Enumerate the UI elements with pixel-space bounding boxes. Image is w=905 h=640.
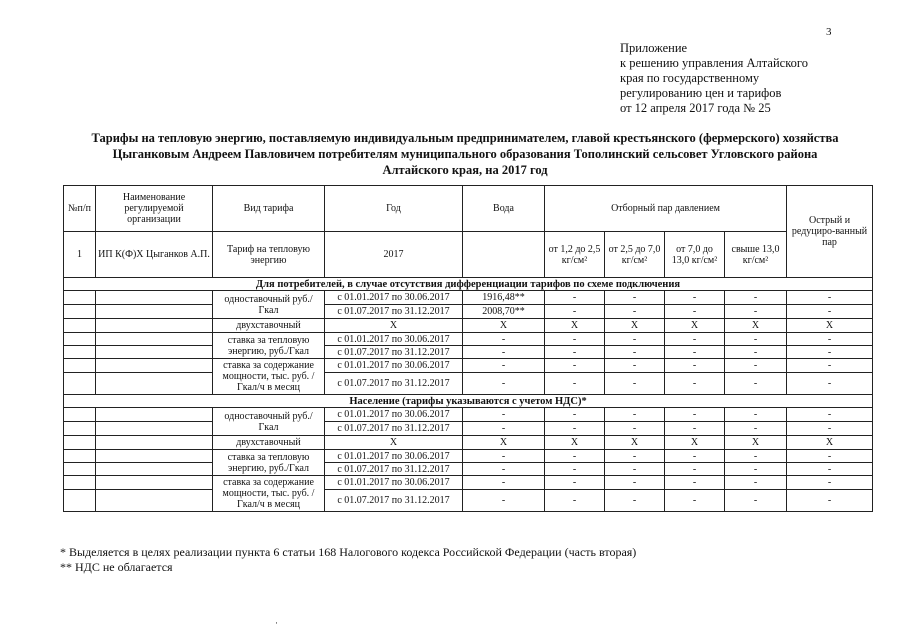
table-cell [64,476,96,490]
appendix-line: к решению управления Алтайского [620,56,808,70]
appendix-line: регулированию цен и тарифов [620,86,782,100]
table-cell: - [787,450,873,463]
table-cell: - [463,490,545,512]
table-cell: X [463,319,545,333]
table-row [64,422,873,436]
table-cell: - [665,490,725,512]
document-title [60,130,870,178]
table-row [64,373,873,395]
table-cell [64,408,96,422]
table-cell: с 01.07.2017 по 31.12.2017 [325,422,463,436]
table-cell [64,422,96,436]
table-cell: X [787,319,873,333]
label-rate-energy: ставка за тепловую энергию, руб./Гкал [213,450,325,476]
org-tariff-type: Тариф на тепловую энергию [213,232,325,278]
header-year: Год [325,186,463,232]
title-line: Алтайского края, на 2017 год [382,163,548,177]
org-num: 1 [64,232,96,278]
table-cell: - [665,333,725,346]
table-cell [64,463,96,476]
table-cell: с 01.07.2017 по 31.12.2017 [325,373,463,395]
table-cell: X [725,319,787,333]
table-cell: - [463,450,545,463]
table-cell: - [725,373,787,395]
table-cell: - [665,305,725,319]
table-cell: X [605,436,665,450]
table-row [64,408,873,422]
table-cell [96,422,213,436]
header-tariff-type: Вид тарифа [213,186,325,232]
table-cell: - [545,476,605,490]
table-cell: - [463,346,545,359]
table-cell: - [725,422,787,436]
table-cell [64,305,96,319]
table-cell: - [787,333,873,346]
table-cell: - [463,333,545,346]
table-cell: - [463,408,545,422]
header-pressure-2: от 2,5 до 7,0 кг/см² [605,232,665,278]
table-cell: - [665,346,725,359]
table-cell [64,291,96,305]
header-sharp-steam: Острый и редуциро-ванный пар [787,186,873,278]
table-cell [96,476,213,490]
table-cell: с 01.01.2017 по 30.06.2017 [325,450,463,463]
table-cell [64,319,96,333]
period-h2: с 01.07.2017 по 31.12.2017 [325,305,463,319]
table-cell: - [725,450,787,463]
section-consumers: Для потребителей, в случае отсутствия дифференциации тарифов по схеме подключения [64,278,873,291]
label-one-part: одноставочный руб./Гкал [213,291,325,319]
table-cell: - [605,333,665,346]
table-cell: X [545,319,605,333]
table-cell [64,490,96,512]
table-row [64,436,873,450]
label-two-part: двухставочный [213,436,325,450]
table-cell: - [665,408,725,422]
table-cell: с 01.07.2017 по 31.12.2017 [325,463,463,476]
table-cell: - [725,346,787,359]
header-num: №п/п [64,186,96,232]
table-cell: X [605,319,665,333]
table-cell: - [605,463,665,476]
table-cell: - [545,422,605,436]
table-cell [64,346,96,359]
table-cell: - [605,346,665,359]
table-cell [96,450,213,463]
table-cell: - [545,305,605,319]
table-cell: - [665,463,725,476]
table-cell: - [605,490,665,512]
table-cell: - [787,373,873,395]
table-cell [64,333,96,346]
table-cell: - [605,291,665,305]
table-cell: - [545,490,605,512]
table-cell: - [787,476,873,490]
water-value: 2008,70** [463,305,545,319]
org-name: ИП К(Ф)Х Цыганков А.П. [96,232,213,278]
table-cell: X [665,319,725,333]
table-cell: - [463,373,545,395]
table-cell: - [545,359,605,373]
table-cell [96,319,213,333]
label-rate-capacity: ставка за содержание мощности, тыс. руб. /Гкал/ч в месяц [213,359,325,395]
table-cell: - [605,373,665,395]
table-cell: - [787,346,873,359]
table-cell: - [665,476,725,490]
header-pressure-3: от 7,0 до 13,0 кг/см² [665,232,725,278]
table-row [64,333,873,346]
table-cell: - [725,463,787,476]
table-cell: - [787,408,873,422]
table-cell: - [545,463,605,476]
footnotes [60,545,636,575]
header-pressure-4: свыше 13,0 кг/см² [725,232,787,278]
table-cell: - [787,490,873,512]
table-row [64,490,873,512]
table-cell [64,436,96,450]
table-cell: X [325,319,463,333]
table-cell: - [787,422,873,436]
header-steam: Отборный пар давлением [545,186,787,232]
org-year: 2017 [325,232,463,278]
label-rate-capacity: ставка за содержание мощности, тыс. руб. /Гкал/ч в месяц [213,476,325,512]
table-row [64,463,873,476]
title-line: Цыганковым Андреем Павловичем потребителям муниципального образования Тополинский сельсовет Угловского района [112,147,818,161]
table-cell: с 01.01.2017 по 30.06.2017 [325,476,463,490]
table-cell: X [787,436,873,450]
table-cell: с 01.01.2017 по 30.06.2017 [325,359,463,373]
table-cell: - [665,422,725,436]
table-cell: X [725,436,787,450]
section-population: Население (тарифы указываются с учетом НДС)* [64,395,873,408]
period-h1: с 01.01.2017 по 30.06.2017 [325,291,463,305]
table-row [64,450,873,463]
table-cell: - [665,359,725,373]
table-row [64,359,873,373]
table-cell: - [787,463,873,476]
table-cell: X [463,436,545,450]
header-org: Наименование регулируемой организации [96,186,213,232]
footnote: ** НДС не облагается [60,560,173,574]
table-cell [96,346,213,359]
table-cell: - [787,291,873,305]
table-cell: - [463,476,545,490]
table-cell [96,436,213,450]
table-cell [96,359,213,373]
table-cell: - [545,450,605,463]
table-cell: с 01.07.2017 по 31.12.2017 [325,346,463,359]
label-one-part: одноставочный руб./Гкал [213,408,325,436]
table-row [64,319,873,333]
table-cell [96,333,213,346]
table-row [64,346,873,359]
table-cell: - [725,476,787,490]
table-cell [96,305,213,319]
table-cell: - [463,359,545,373]
table-cell: - [725,305,787,319]
table-cell: - [605,359,665,373]
header-pressure-1: от 1,2 до 2,5 кг/см² [545,232,605,278]
table-cell [96,291,213,305]
header-water: Вода [463,186,545,232]
table-cell: - [605,305,665,319]
table-cell: - [725,291,787,305]
table-cell: с 01.01.2017 по 30.06.2017 [325,333,463,346]
table-cell: - [725,490,787,512]
appendix-line: края по государственному [620,71,760,85]
table-cell: с 01.01.2017 по 30.06.2017 [325,408,463,422]
table-cell [64,359,96,373]
table-cell: - [545,333,605,346]
table-cell: - [463,422,545,436]
page-number: 3 [826,26,832,38]
table-cell: с 01.07.2017 по 31.12.2017 [325,490,463,512]
table-cell: - [787,305,873,319]
table-row [64,291,873,305]
table-cell [96,463,213,476]
tariff-table [63,185,873,512]
appendix-line: от 12 апреля 2017 года № 25 [620,101,771,115]
table-cell: - [605,408,665,422]
table-cell [64,450,96,463]
table-cell: - [665,291,725,305]
table-cell: - [665,450,725,463]
table-cell [64,373,96,395]
appendix-block [620,41,808,116]
table-row [64,305,873,319]
table-cell: - [463,463,545,476]
table-cell: - [725,408,787,422]
table-cell: - [665,373,725,395]
footnote: * Выделяется в целях реализации пункта 6 статьи 168 Налогового кодекса Российской Федерации (часть вторая) [60,545,637,559]
table-cell: X [545,436,605,450]
table-cell: - [725,333,787,346]
table-cell: - [545,373,605,395]
label-two-part: двухставочный [213,319,325,333]
table-cell: - [725,359,787,373]
table-row [64,476,873,490]
table-cell [96,490,213,512]
scan-dot: · [275,618,278,628]
table-cell: - [787,359,873,373]
table-cell: - [545,408,605,422]
table-cell: - [545,346,605,359]
table-cell: - [605,422,665,436]
title-line: Тарифы на тепловую энергию, поставляемую индивидуальным предпринимателем, главой крестьянского (фермерского) хозяйства [91,131,839,145]
water-empty [463,232,545,278]
table-cell [96,373,213,395]
table-cell [96,408,213,422]
appendix-line: Приложение [620,41,688,55]
table-cell: X [325,436,463,450]
table-cell: - [545,291,605,305]
label-rate-energy: ставка за тепловую энергию, руб./Гкал [213,333,325,359]
water-value: 1916,48** [463,291,545,305]
table-cell: - [605,450,665,463]
table-cell: X [665,436,725,450]
table-cell: - [605,476,665,490]
